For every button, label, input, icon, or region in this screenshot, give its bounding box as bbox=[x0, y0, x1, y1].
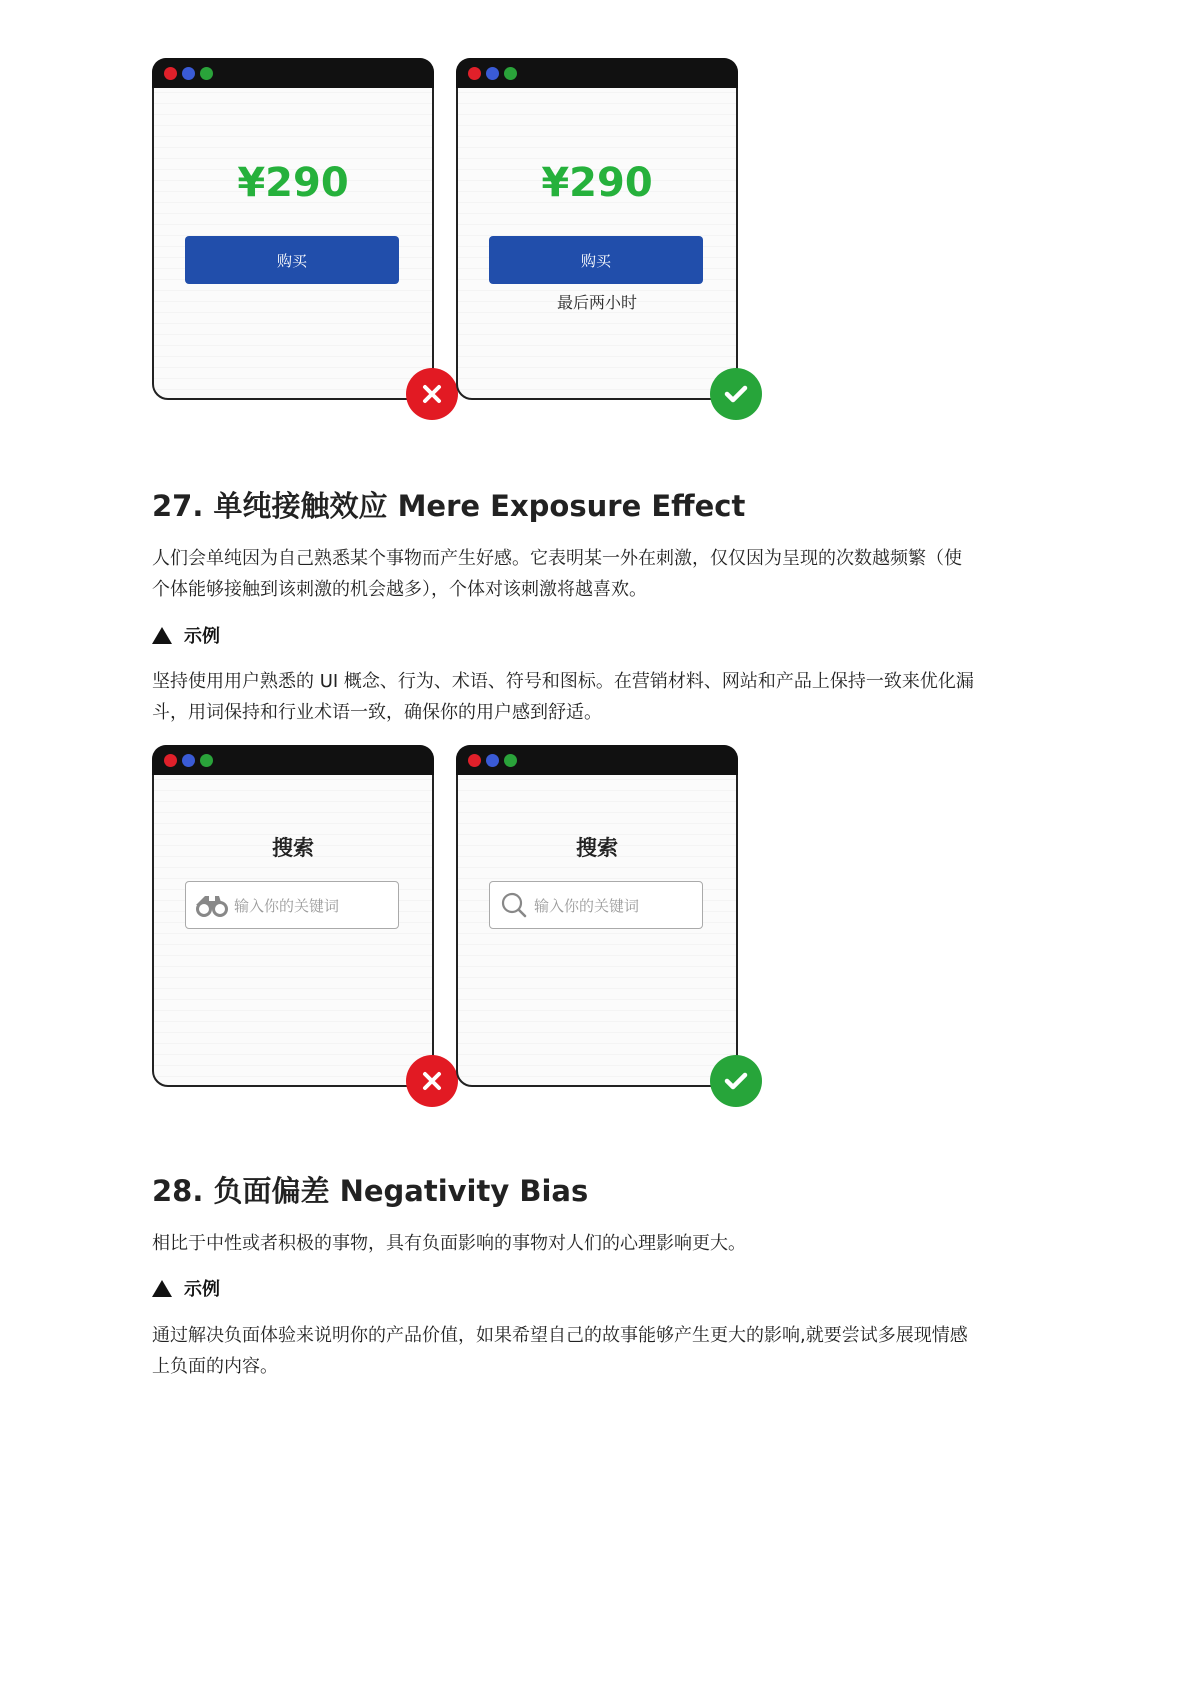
section-28-example-heading bbox=[152, 1275, 220, 1301]
window-titlebar bbox=[152, 745, 434, 775]
section-27-title: 27. 单纯接触效应 Mere Exposure Effect bbox=[152, 489, 746, 523]
search-placeholder: 输入你的关键词 bbox=[534, 896, 640, 915]
price-label: ¥290 bbox=[237, 160, 349, 206]
wrong-badge bbox=[406, 368, 458, 420]
search-input[interactable] bbox=[489, 881, 703, 929]
example-line: 斗，用词保持和行业术语一致，确保你的用户感到舒适。 bbox=[152, 702, 602, 723]
window-titlebar bbox=[456, 58, 738, 88]
binoculars-icon bbox=[196, 893, 228, 917]
section-28-example-text bbox=[152, 1320, 1062, 1382]
triangle-icon bbox=[152, 1280, 172, 1297]
window-dot-green bbox=[504, 67, 517, 80]
close-icon bbox=[421, 383, 443, 405]
price-label: ¥290 bbox=[541, 160, 653, 206]
window-dot-blue bbox=[486, 67, 499, 80]
window-dot-green bbox=[504, 754, 517, 767]
example-label: 示例 bbox=[184, 626, 220, 647]
buy-button[interactable]: 购买 bbox=[489, 236, 703, 284]
section-27-description bbox=[152, 543, 1062, 605]
description-line: 人们会单纯因为自己熟悉某个事物而产生好感。它表明某一外在刺激，仅仅因为呈现的次数越频繁（使 bbox=[152, 548, 962, 569]
mockup-good-search bbox=[456, 745, 738, 1087]
mockup-bad-price bbox=[152, 58, 434, 400]
window-dot-blue bbox=[486, 754, 499, 767]
section-27-example-text bbox=[152, 666, 1062, 728]
section-28-title: 28. 负面偏差 Negativity Bias bbox=[152, 1174, 589, 1208]
mockup-bad-search bbox=[152, 745, 434, 1087]
correct-badge bbox=[710, 368, 762, 420]
window-dot-red bbox=[468, 67, 481, 80]
correct-badge bbox=[710, 1055, 762, 1107]
search-placeholder: 输入你的关键词 bbox=[234, 896, 340, 915]
search-title: 搜索 bbox=[576, 836, 618, 860]
search-title: 搜索 bbox=[272, 836, 314, 860]
urgency-hint: 最后两小时 bbox=[556, 293, 637, 312]
section-28-description bbox=[152, 1228, 1062, 1259]
example-line: 上负面的内容。 bbox=[152, 1356, 278, 1377]
check-icon bbox=[723, 383, 749, 405]
description-line: 个体能够接触到该刺激的机会越多），个体对该刺激将越喜欢。 bbox=[152, 579, 647, 600]
window-dot-green bbox=[200, 754, 213, 767]
description-line: 相比于中性或者积极的事物，具有负面影响的事物对人们的心理影响更大。 bbox=[152, 1233, 746, 1254]
wrong-badge bbox=[406, 1055, 458, 1107]
check-icon bbox=[723, 1070, 749, 1092]
example-line: 通过解决负面体验来说明你的产品价值，如果希望自己的故事能够产生更大的影响,就要尝试多展现情感 bbox=[152, 1325, 968, 1346]
search-icon bbox=[500, 891, 528, 919]
example-line: 坚持使用用户熟悉的 UI 概念、行为、术语、符号和图标。在营销材料、网站和产品上保持一致来优化漏 bbox=[152, 671, 974, 692]
window-dot-red bbox=[468, 754, 481, 767]
section-27-example-heading bbox=[152, 622, 220, 648]
buy-button[interactable]: 购买 bbox=[185, 236, 399, 284]
window-dot-blue bbox=[182, 67, 195, 80]
window-dot-green bbox=[200, 67, 213, 80]
close-icon bbox=[421, 1070, 443, 1092]
window-titlebar bbox=[456, 745, 738, 775]
window-dot-red bbox=[164, 67, 177, 80]
triangle-icon bbox=[152, 627, 172, 644]
window-dot-red bbox=[164, 754, 177, 767]
window-dot-blue bbox=[182, 754, 195, 767]
mockup-good-price bbox=[456, 58, 738, 400]
search-input[interactable] bbox=[185, 881, 399, 929]
window-titlebar bbox=[152, 58, 434, 88]
example-label: 示例 bbox=[184, 1279, 220, 1300]
